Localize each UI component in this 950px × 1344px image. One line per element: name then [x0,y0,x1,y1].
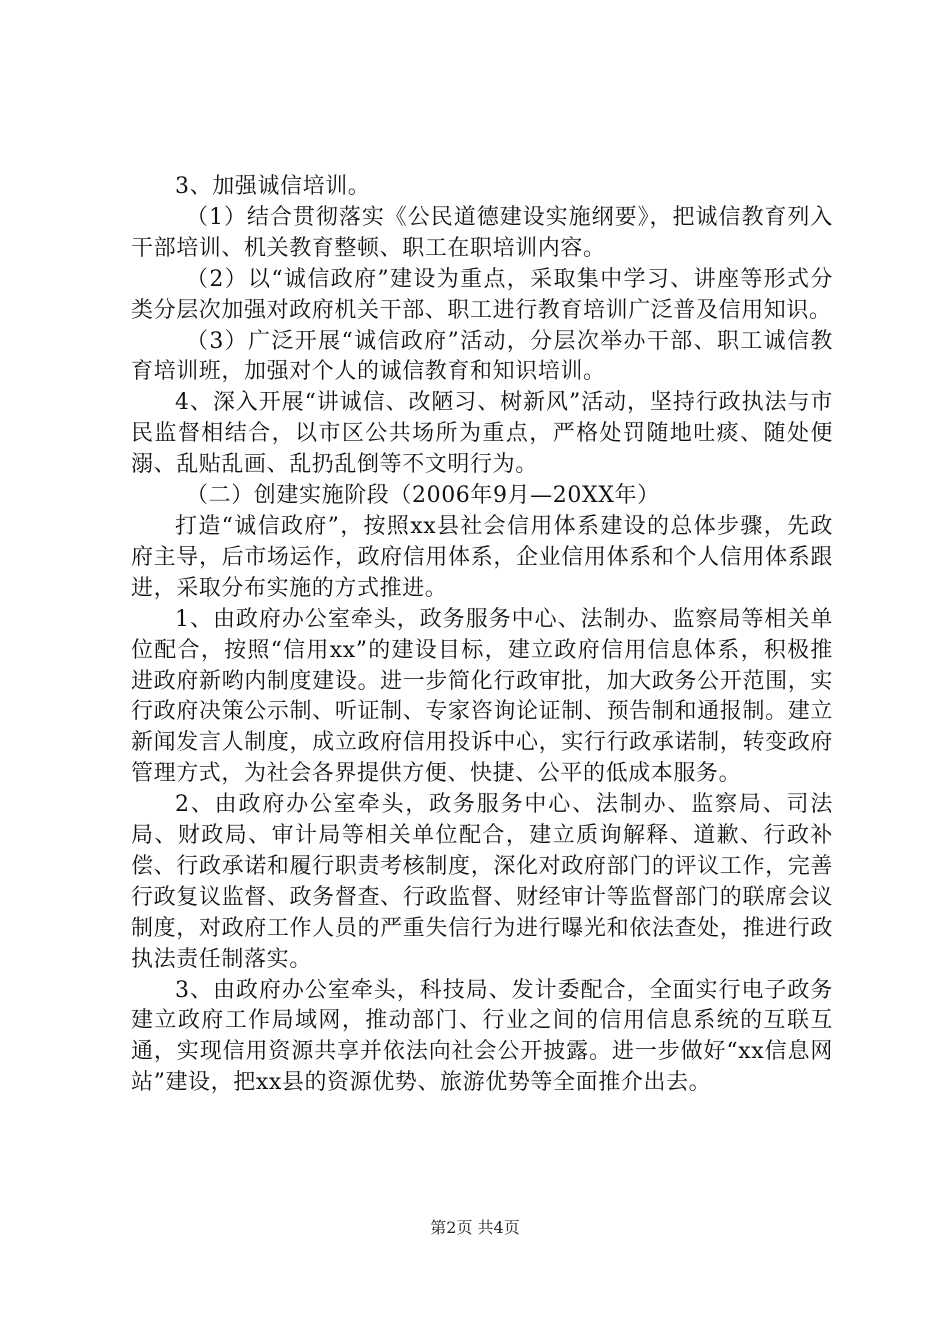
paragraph-point-4: 4、深入开展“讲诚信、改陋习、树新风”活动，坚持行政执法与市民监督相结合，以市区公共场所为重点，严格处罚随地吐痰、随处便溺、乱贴乱画、乱扔乱倒等不文明行为。 [131,390,833,478]
paragraph-stage-point-1: 1、由政府办公室牵头，政务服务中心、法制办、监察局等相关单位配合，按照“信用xx”的建设目标，建立政府信用信息体系，积极推进政府新哟内制度建设。进一步简化行政审批，加大政务公开范围，实行政府决策公示制、听证制、专家咨询论证制、预告制和通报制。建立新闻发言人制度，成立政府信用投诉中心，实行行政承诺制，转变政府管理方式，为社会各界提供方便、快捷、公平的低成本服务。 [131,606,833,787]
document-body [131,172,833,1099]
page-number-footer: 第2页 共4页 [430,1218,520,1237]
paragraph-item-3: （3）广泛开展“诚信政府”活动，分层次举办干部、职工诚信教育培训班，加强对个人的诚信教育和知识培训。 [131,328,833,385]
paragraph-item-1: （1）结合贯彻落实《公民道德建设实施纲要》，把诚信教育列入干部培训、机关教育整顿、职工在职培训内容。 [131,204,833,261]
paragraph-item-2: （2）以“诚信政府”建设为重点，采取集中学习、讲座等形式分类分层次加强对政府机关干部、职工进行教育培训广泛普及信用知识。 [131,266,833,323]
paragraph-heading-training: 3、加强诚信培训。 [175,174,371,199]
paragraph-stage-intro: 打造“诚信政府”，按照xx县社会信用体系建设的总体步骤，先政府主导，后市场运作，政府信用体系，企业信用体系和个人信用体系跟进，采取分布实施的方式推进。 [131,513,833,601]
paragraph-stage-point-2: 2、由政府办公室牵头，政务服务中心、法制办、监察局、司法局、财政局、审计局等相关单位配合，建立质询解释、道歉、行政补偿、行政承诺和履行职责考核制度，深化对政府部门的评议工作，完善行政复议监督、政务督查、行政监督、财经审计等监督部门的联席会议制度，对政府工作人员的严重失信行为进行曝光和依法查处，推进行政执法责任制落实。 [131,792,833,972]
paragraph-stage-point-3: 3、由政府办公室牵头，科技局、发计委配合，全面实行电子政务建立政府工作局域网，推动部门、行业之间的信用信息系统的互联互通，实现信用资源共享并依法向社会公开披露。进一步做好“xx信息网站”建设，把xx县的资源优势、旅游优势等全面推介出去。 [131,977,833,1096]
paragraph-stage-heading: （二）创建实施阶段（2006年9月—20XX年） [186,483,660,509]
